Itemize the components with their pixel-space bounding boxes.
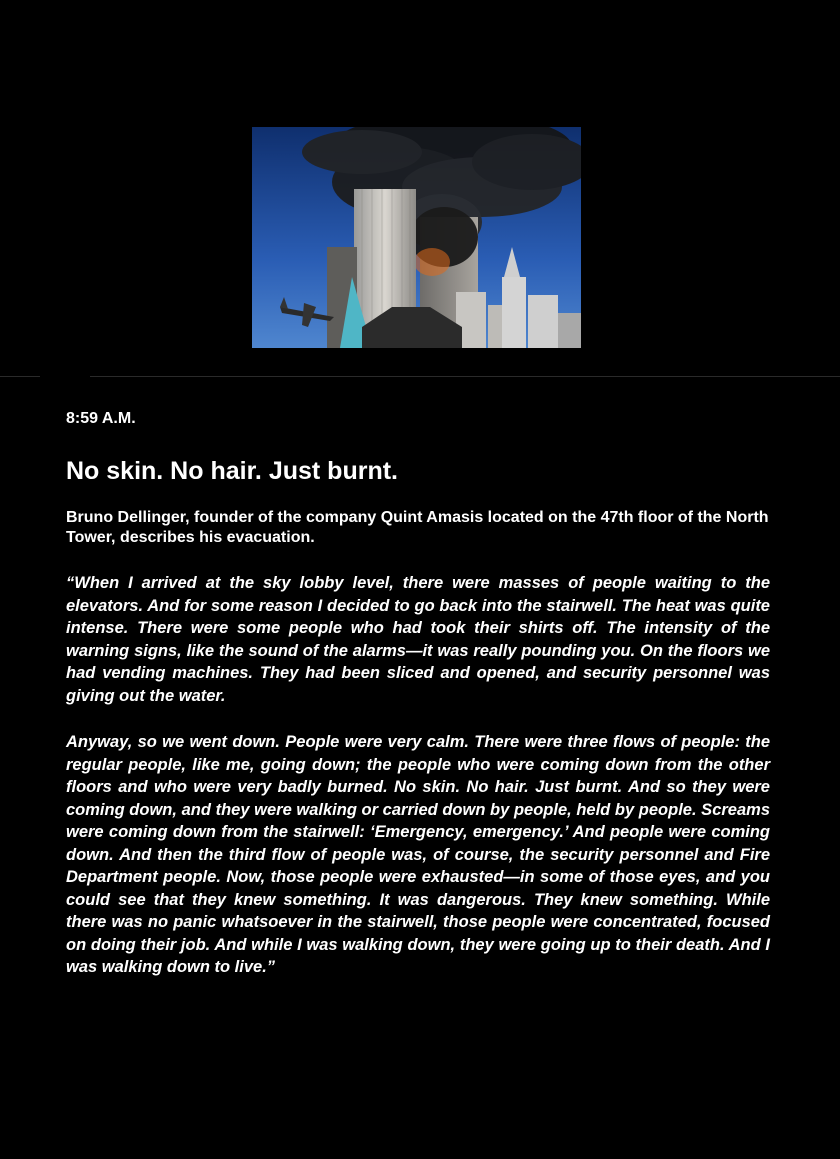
timestamp: 8:59 A.M. [66, 410, 136, 427]
divider-left [0, 376, 40, 377]
headline: No skin. No hair. Just burnt. [66, 457, 398, 485]
quote-paragraph: Anyway, so we went down. People were very calm. There were three flows of people: the regular people, like me, going down; the people who were coming down from the other floors and who were very badly burned. No skin. No hair. Just burnt. And so they were coming down, and they were walking or carried down by people, held by people. Screams were coming down from the stairwell: ‘Emergency, emergency.’ And people were coming down. And then the third flow of people was, of course, the security personnel and Fire Department people. Now, those people were exhausted—in some of those eyes, and you could see that they knew something. It was dangerous. They knew something. While there was no panic whatsoever in the stairwell, those people were concentrated, focused on doing their job. And while I was walking down, they were going up to their death. And I was walking down to live.” [66, 733, 770, 976]
quote-paragraph: “When I arrived at the sky lobby level, there were masses of people waiting to the elevators. And for some reason I decided to go back into the stairwell. The heat was quite intense. There were some people who had took their shirts off. The intensity of the warning signs, like the sound of the alarms—it was really pounding you. On the floors we had vending machines. They had been sliced and opened, and security personnel was giving out the water. [66, 574, 770, 705]
towers-photo [252, 127, 581, 348]
intro-paragraph: Bruno Dellinger, founder of the company Quint Amasis located on the 47th floor of the North Tower, describes his evacuation. [66, 509, 769, 546]
divider-right [90, 376, 840, 377]
spire-building [502, 277, 526, 348]
article [66, 408, 770, 979]
